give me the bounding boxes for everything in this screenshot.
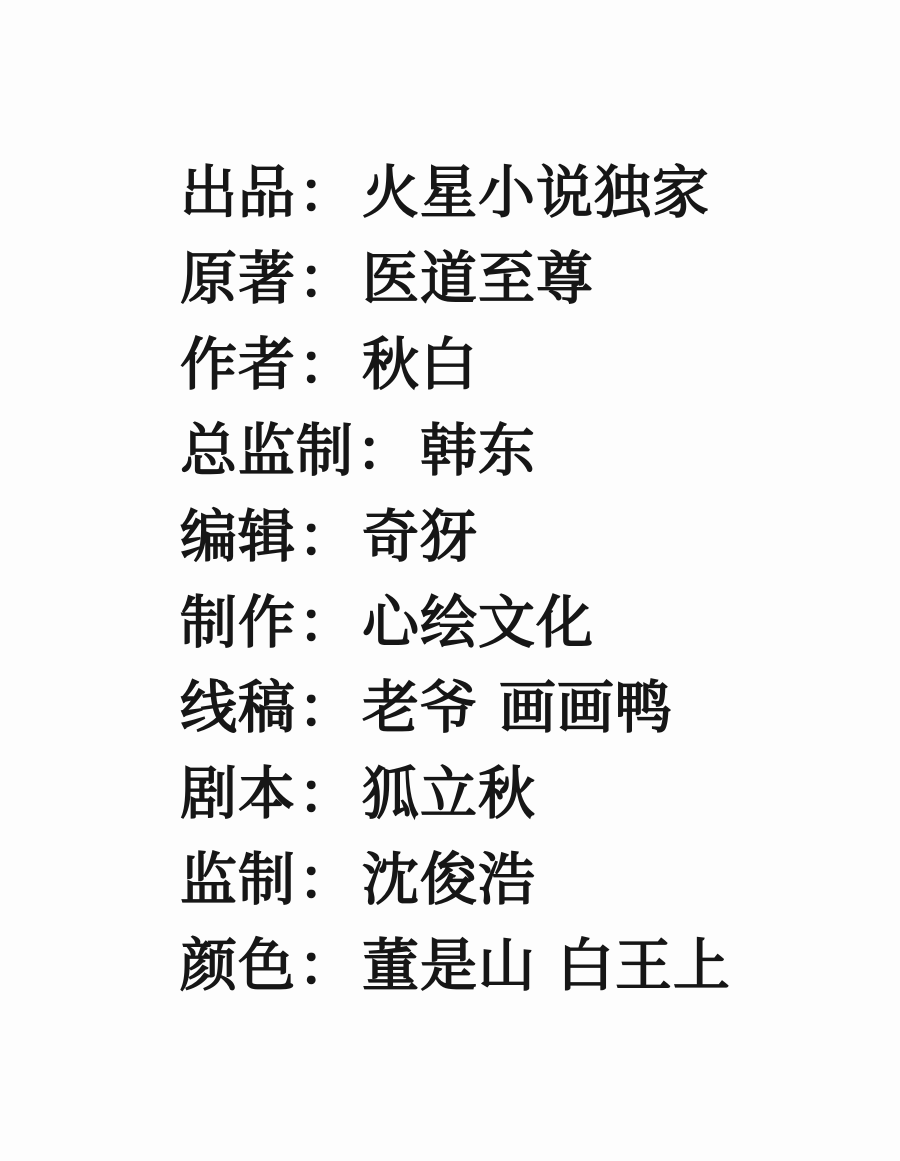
credit-row — [180, 675, 900, 742]
credit-label: 出品 — [180, 160, 296, 227]
credit-value: 董是山 白王上 — [362, 932, 731, 999]
credit-value: 秋白 — [362, 331, 478, 398]
credit-value: 沈俊浩 — [362, 847, 536, 914]
credit-value: 心绘文化 — [362, 589, 594, 656]
credit-separator: ： — [298, 589, 356, 656]
credit-separator: ： — [298, 331, 356, 398]
credit-label: 作者 — [180, 331, 296, 398]
credit-separator: ： — [298, 932, 356, 999]
credit-label: 原著 — [180, 246, 296, 313]
credit-label: 制作 — [180, 589, 296, 656]
credits-list — [0, 160, 900, 999]
credit-value: 狐立秋 — [362, 761, 536, 828]
credit-label: 线稿 — [180, 675, 296, 742]
credit-label: 编辑 — [180, 503, 296, 570]
credit-value: 医道至尊 — [362, 246, 594, 313]
credit-separator: ： — [298, 246, 356, 313]
credit-row — [180, 761, 900, 828]
credit-row — [180, 417, 900, 484]
credit-separator: ： — [298, 675, 356, 742]
credit-label: 监制 — [180, 847, 296, 914]
credit-separator: ： — [298, 160, 356, 227]
credit-row — [180, 246, 900, 313]
credit-row — [180, 160, 900, 227]
credit-row — [180, 331, 900, 398]
credit-value: 韩东 — [420, 417, 536, 484]
credit-row — [180, 932, 900, 999]
credit-separator: ： — [298, 761, 356, 828]
credit-label: 剧本 — [180, 761, 296, 828]
credit-separator: ： — [298, 847, 356, 914]
credit-value: 奇犽 — [362, 503, 478, 570]
credit-row — [180, 847, 900, 914]
credit-row — [180, 503, 900, 570]
credit-label: 总监制 — [180, 417, 354, 484]
credit-value: 老爷 画画鸭 — [362, 675, 673, 742]
credit-row — [180, 589, 900, 656]
credit-separator: ： — [298, 503, 356, 570]
credit-label: 颜色 — [180, 932, 296, 999]
credit-separator: ： — [356, 417, 414, 484]
credit-value: 火星小说独家 — [362, 160, 710, 227]
